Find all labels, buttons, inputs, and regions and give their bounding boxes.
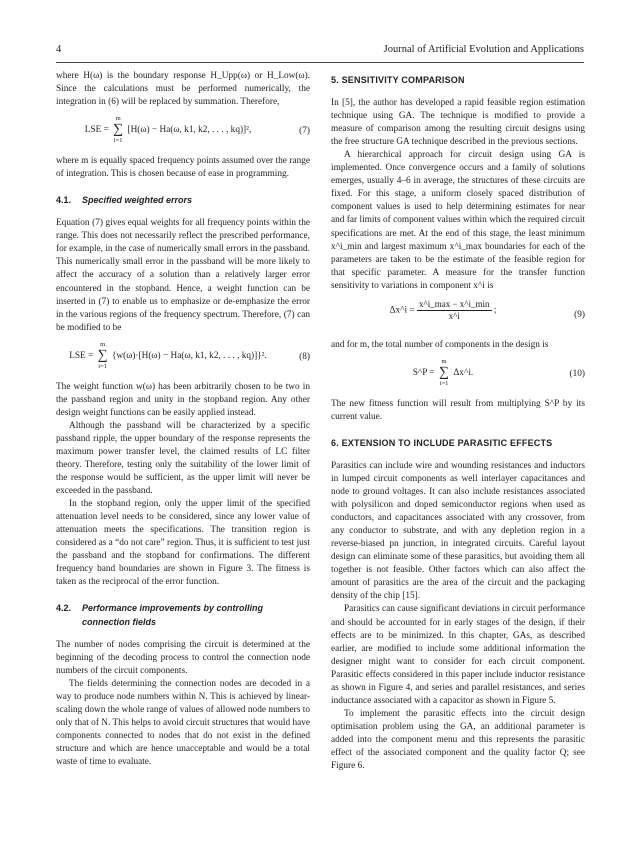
section-heading-4-2: 4.2. Performance improvements by controlling connection fields bbox=[56, 603, 264, 627]
equation-number: (9) bbox=[574, 309, 585, 320]
paragraph: Parasitics can include wire and wounding resistances and inductors in lumped circuit components as well interlayer capacitances and node to ground voltages. It can also include resistances associated with polysilicon and doped semiconductor regions when used as conductors, and capacitances associated with any crossover, from any conductor to substrate, and with any depletion region in a reverse-biased pn junction, in integrated circuits. Careful layout design can eliminate some of these parasitics, but avoiding them all together is not feasible. Other factors which can also affect the amount of parasitics are the area of the circuit and the packaging density of the chip [15]. bbox=[331, 460, 585, 602]
summation-icon: m ∑ i=1 bbox=[97, 340, 108, 370]
equation-number: (7) bbox=[299, 126, 310, 137]
paragraph: where H(ω) is the boundary response H_Upp(ω) or H_Low(ω). Since the calculations must be performed numerically, the integration in (6) will be replaced by summation. Therefore, bbox=[56, 71, 310, 108]
section-heading-5: 5. SENSITIVITY COMPARISON bbox=[331, 75, 465, 85]
section-heading-6: 6. EXTENSION TO INCLUDE PARASITIC EFFECTS bbox=[331, 437, 553, 448]
right-column bbox=[331, 70, 585, 773]
paragraph: and for m, the total number of components in the design is bbox=[331, 339, 549, 350]
eq10-rhs: Δx^i. bbox=[453, 367, 474, 378]
eq7-lhs: LSE = bbox=[84, 125, 109, 136]
paragraph: The weight function w(ω) has been arbitrarily chosen to be two in the passband region and unity in the stopband region. Any other design weight functions can be easily applied instead. bbox=[56, 381, 310, 418]
section-heading-4-1: 4.1. Specified weighted errors bbox=[56, 195, 193, 206]
paragraph: A hierarchical approach for circuit design using GA is implemented. Once convergence occurs and a family of solutions emerges, usually 4–6 in average, the structures of these circuits are fixed. For this stage, a uniform closely spaced distribution of component values is used to help determining estimates for near and far limits of component values within which the required circuit specifications are met. At the end of this stage, the least minimum x^i_min and largest maximum x^i_max boundaries for each of the parameters are taken to be the estimate of the feasible region for that specific parameter. A measure for the transfer function sensitivity to variations in component x^i is bbox=[331, 150, 585, 291]
paragraph: Although the passband will be characterized by a specific passband ripple, the upper boundary of the response represents the maximum power transfer level, the claimed results of LC filter theory. Therefore, testing only the suitability of the lower limit of the response would be sufficient, as the upper limit will never be exceeded in the passband. bbox=[56, 420, 310, 497]
paragraph: To implement the parasitic effects into the circuit design optimisation problem using the GA, an additional parameter is added into the component menu and this represents the parasitic effect of the associated component and the quality factor Q; see Figure 6. bbox=[331, 708, 585, 772]
paragraph: In [5], the author has developed a rapid feasible region estimation technique using GA. The technique is modified to provide a measure of comparison among the resulting circuit designs using the free structure GA technique described in the previous sections. bbox=[331, 98, 585, 148]
summation-icon: m ∑ i=1 bbox=[113, 115, 124, 145]
paragraph: The fields determining the connection nodes are decoded in a way to produce node numbers within N. This is achieved by linear-scaling down the whole range of values of allowed node numbers to only that of N. This helps to avoid circuit structures that would have components connected to nodes that do not exist in the defined structure and which are hence unacceptable and would be a total waste of time to evaluate. bbox=[56, 678, 310, 767]
eq9-tail: ; bbox=[493, 305, 497, 316]
eq9-lhs: Δx^i = bbox=[389, 305, 415, 316]
equation-7 bbox=[56, 115, 310, 149]
equation-number: (10) bbox=[569, 368, 585, 379]
journal-title: Journal of Artificial Evolution and Applications bbox=[383, 44, 584, 55]
fraction bbox=[417, 299, 492, 322]
summation-icon: m ∑ i=1 bbox=[439, 357, 449, 387]
eq10-lhs: S^P = bbox=[412, 367, 435, 378]
left-column bbox=[56, 70, 310, 769]
equation-number: (8) bbox=[299, 351, 310, 362]
paragraph: The new fitness function will result from multiplying S^P by its current value. bbox=[331, 398, 585, 422]
equation-9 bbox=[331, 299, 585, 333]
eq7-rhs: [H(ω) − Ha(ω, k1, k2, . . . , kq)]², bbox=[127, 125, 252, 136]
paragraph: In the stopband region, only the upper limit of the specified attenuation level needs to be considered, since any lower value of attenuation meets the specifications. The transition region is considered as a “do not care” region. Thus, it is sufficient to test just the passband and the stopband for confirmations. The different frequency band boundaries are shown in Figure 3. The fitness is taken as the reciprocal of the error function. bbox=[56, 499, 310, 588]
page-number: 4 bbox=[56, 44, 62, 55]
equation-10 bbox=[331, 358, 585, 392]
paragraph: Parasitics can cause significant deviations in circuit performance and should be accounted for in early stages of the design, if their effects are to be minimized. In this chapter, GAs, as described earlier, are modified to include some additional information the designer might want to consider for each circuit component. Parasitic effects considered in this paper include inductor resistance as shown in Figure 4, and series and parallel resistances, and series inductance associated with a capacitor as shown in Figure 5. bbox=[331, 604, 585, 706]
equation-8 bbox=[56, 341, 310, 375]
eq8-lhs: LSE = bbox=[69, 350, 94, 361]
paragraph: Equation (7) gives equal weights for all frequency points within the range. This does not necessarily reflect the prescribed performance, for example, in the case of numerically small errors in the passband. This numerically small error in the passband will be more likely to affect the accuracy of a solution than a relatively larger error encountered in the stopband. Hence, a weight function can be inserted in (7) to enable us to emphasize or de-emphasize the error in the various regions of the frequency spectrum. Therefore, (7) can be modified to be bbox=[56, 218, 310, 333]
page-header bbox=[56, 44, 584, 58]
eq8-rhs: {w(ω)·[H(ω) − Ha(ω, k1, k2, . . . , kq)]}². bbox=[111, 350, 267, 361]
header-rule bbox=[56, 62, 584, 63]
paragraph: The number of nodes comprising the circuit is determined at the beginning of the decoding process to control the connection node numbers of the circuit components. bbox=[56, 639, 310, 676]
fraction-numerator: x^i_max − x^i_min bbox=[419, 298, 490, 309]
paragraph: where m is equally spaced frequency points assumed over the range of integration. This is chosen because of ease in programming. bbox=[56, 156, 310, 180]
fraction-denominator: x^i bbox=[448, 310, 460, 321]
